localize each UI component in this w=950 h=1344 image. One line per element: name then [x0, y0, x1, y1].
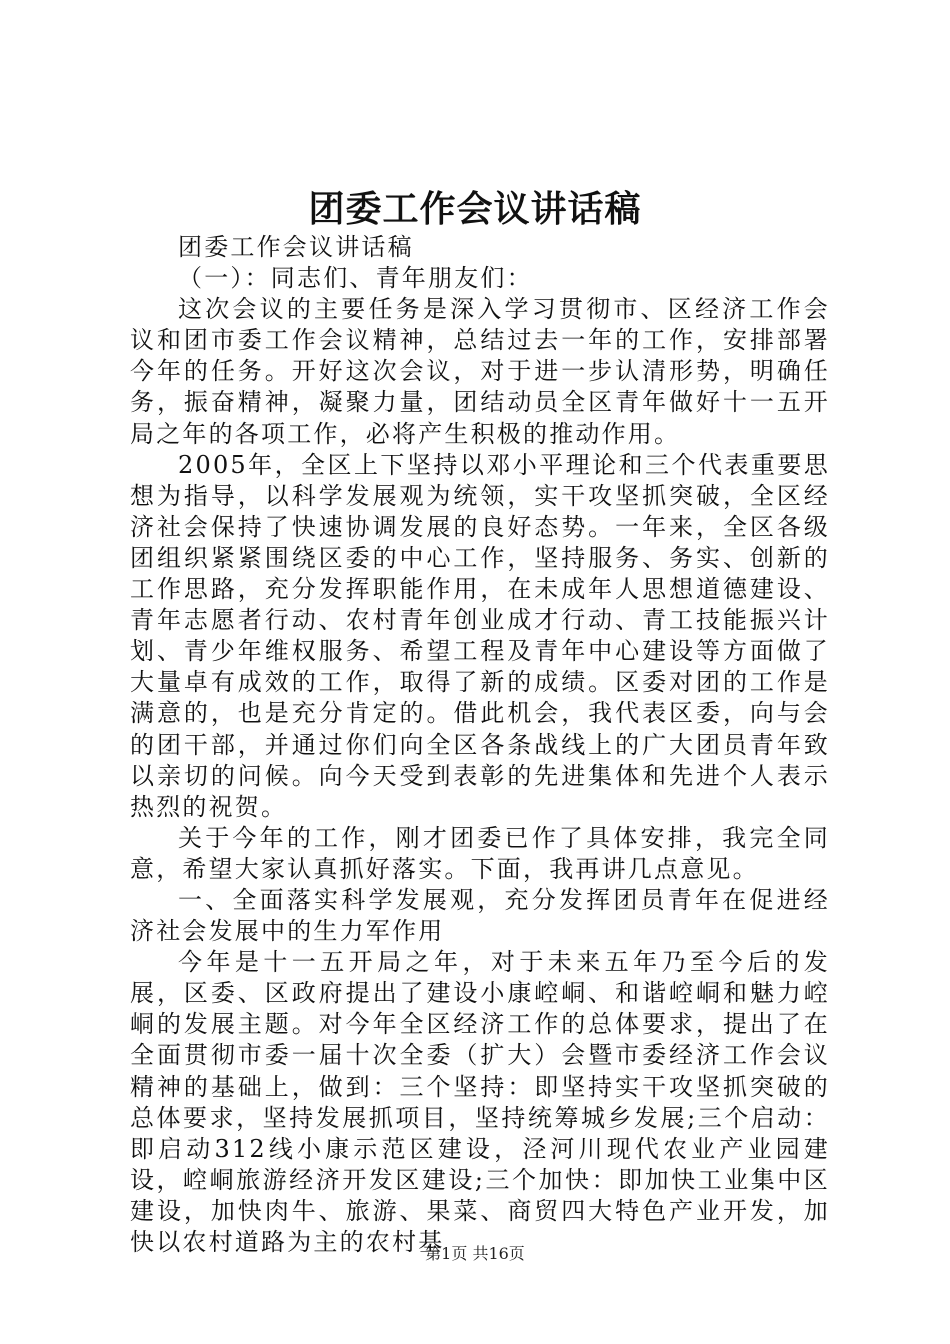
paragraph-development-theme: 今年是十一五开局之年，对于未来五年乃至今后的发展，区委、区政府提出了建设小康崆峒、和谐崆峒和魅力崆峒的发展主题。对今年全区经济工作的总体要求，提出了在全面贯彻市委一届十次全委（扩大）会暨市委经济工作会议精神的基础上，做到：三个坚持：即坚持实干攻坚抓突破的总体要求，坚持发展抓项目，坚持统筹城乡发展;三个启动：即启动312线小康示范区建设，泾河川现代农业产业园建设，崆峒旅游经济开发区建设;三个加快：即加快工业集中区建设，加快肉牛、旅游、果菜、商贸四大特色产业开发，加快以农村道路为主的农村基: [130, 948, 830, 1256]
paragraph-section-one-heading: 一、全面落实科学发展观，充分发挥团员青年在促进经济社会发展中的生力军作用: [130, 885, 830, 946]
paragraph-meeting-task: 这次会议的主要任务是深入学习贯彻市、区经济工作会议和团市委工作会议精神，总结过去一年的工作，安排部署今年的任务。开好这次会议，对于进一步认清形势，明确任务，振奋精神，凝聚力量，团结动员全区青年做好十一五开局之年的各项工作，必将产生积极的推动作用。: [130, 295, 830, 448]
paragraph-salutation: （一）：同志们、青年朋友们：: [178, 264, 533, 293]
paragraph-this-year-work: 关于今年的工作，刚才团委已作了具体安排，我完全同意，希望大家认真抓好落实。下面，我再讲几点意见。: [130, 823, 830, 883]
page-number-footer: 第1页 共16页: [425, 1244, 525, 1263]
document-title: 团委工作会议讲话稿: [308, 188, 642, 230]
paragraph-heading: 团委工作会议讲话稿: [178, 233, 414, 261]
paragraph-2005-review: 2005年，全区上下坚持以邓小平理论和三个代表重要思想为指导，以科学发展观为统领，实干攻坚抓突破，全区经济社会保持了快速协调发展的良好态势。一年来，全区各级团组织紧紧围绕区委的中心工作，坚持服务、务实、创新的工作思路，充分发挥职能作用，在未成年人思想道德建设、青年志愿者行动、农村青年创业成才行动、青工技能振兴计划、青少年维权服务、希望工程及青年中心建设等方面做了大量卓有成效的工作，取得了新的成绩。区委对团的工作是满意的，也是充分肯定的。借此机会，我代表区委，向与会的团干部，并通过你们向全区各条战线上的广大团员青年致以亲切的问候。向今天受到表彰的先进集体和先进个人表示热烈的祝贺。: [130, 450, 830, 821]
document-body: [130, 232, 830, 1258]
